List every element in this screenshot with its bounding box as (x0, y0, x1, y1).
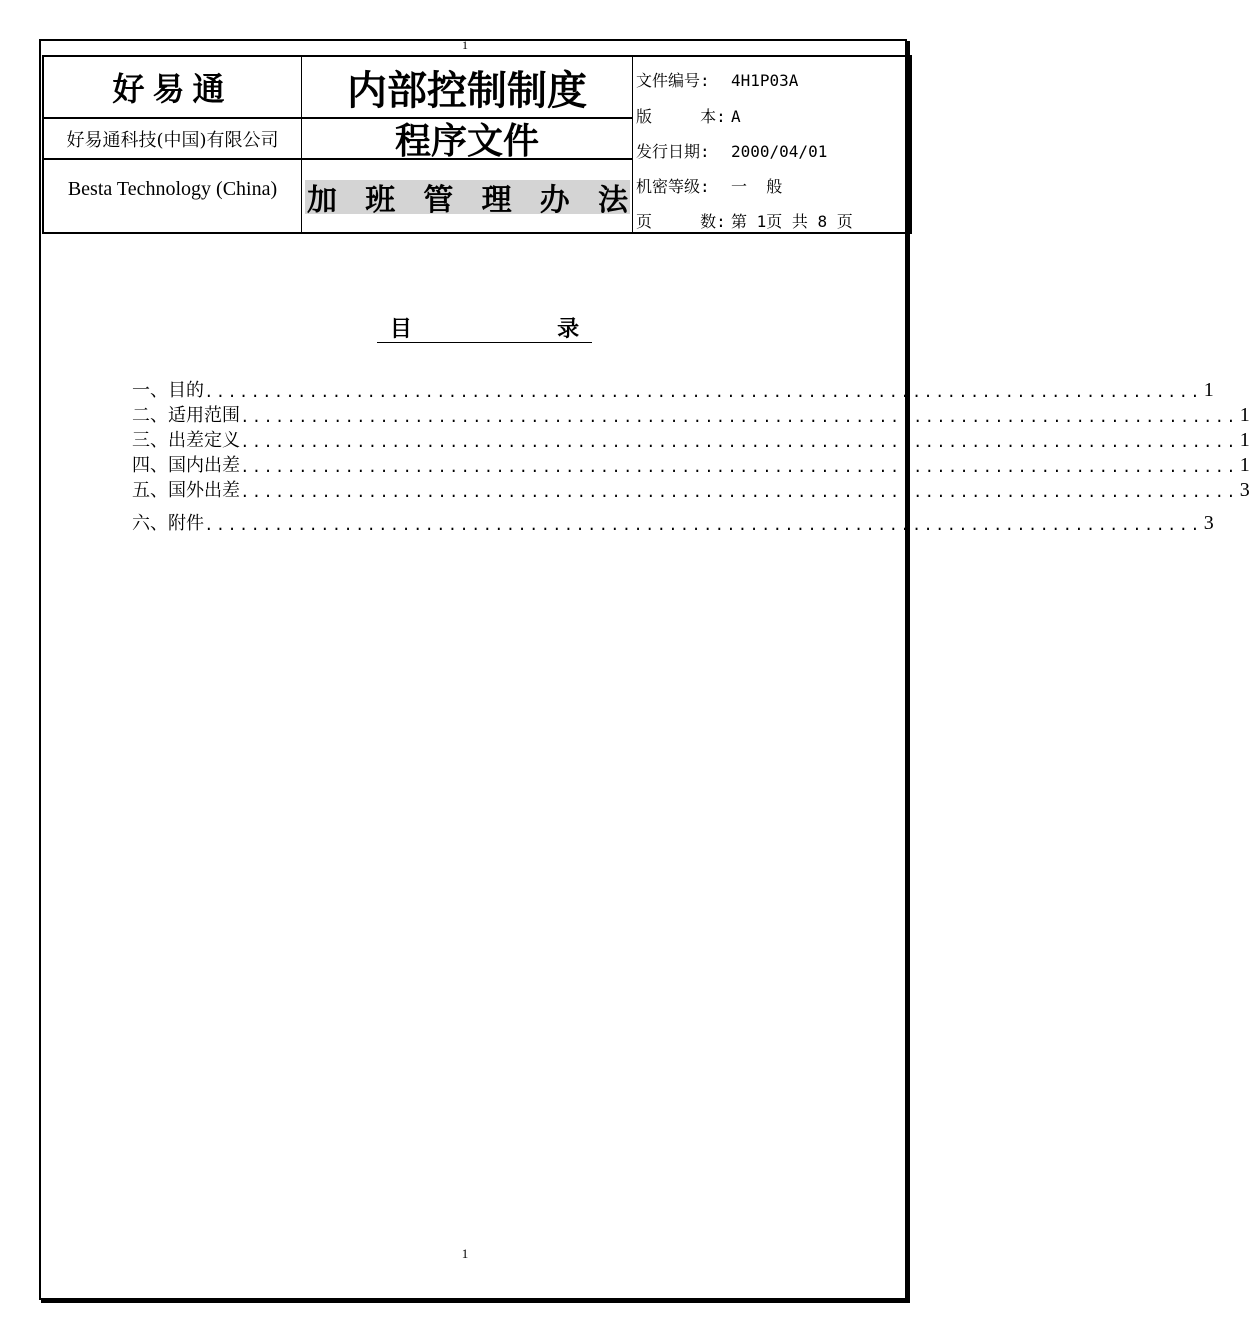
toc-item-label: 四、国内出差 (132, 455, 240, 476)
doc-title-char: 加 (307, 183, 337, 218)
doc-title-char: 班 (365, 183, 396, 218)
issue-date-value: 2000/04/01 (731, 142, 828, 161)
toc-leader: ...................................................................................... (204, 384, 1202, 402)
doc-title (305, 180, 630, 218)
doc-type: 程序文件 (301, 118, 633, 159)
toc-leader: ...................................................................................... (240, 409, 1238, 427)
toc-item-label: 五、国外出差 (132, 480, 240, 501)
toc-item[interactable] (132, 378, 1214, 402)
version-value: A (731, 107, 741, 126)
toc-item-label: 二、适用范围 (132, 405, 240, 426)
toc-item-page: 1 (1239, 454, 1250, 476)
footer-page-number: 1 (461, 1246, 469, 1261)
doc-number-value: 4H1P03A (731, 71, 799, 90)
doc-title-cell (301, 159, 633, 234)
doc-title-char: 理 (481, 183, 512, 218)
toc-title-left: 目 (389, 316, 412, 342)
toc-leader: ...................................................................................... (204, 517, 1202, 535)
version-row (636, 104, 741, 127)
header-page-number: 1 (462, 38, 468, 52)
toc-leader: ...................................................................................... (240, 484, 1238, 502)
version-label: 版 本: (636, 107, 726, 126)
toc-item-label: 六、附件 (132, 513, 204, 534)
doc-category: 内部控制制度 (301, 55, 633, 118)
security-level-row (636, 174, 782, 197)
toc-item[interactable] (132, 403, 1250, 427)
doc-number-label: 文件编号: (636, 71, 710, 90)
toc-item-page: 3 (1203, 512, 1214, 534)
toc-item-page: 1 (1239, 429, 1250, 451)
toc-item[interactable] (132, 511, 1214, 535)
page-count-row (636, 209, 853, 232)
toc-item-page: 1 (1239, 404, 1250, 426)
company-name: 好易通 (42, 55, 302, 118)
page-count-value: 第 1页 共 8 页 (731, 212, 853, 231)
company-name-english: Besta Technology (China) (42, 159, 302, 234)
toc-item[interactable] (132, 453, 1250, 477)
doc-title-char: 办 (539, 183, 570, 218)
doc-title-char: 法 (597, 183, 628, 218)
toc-item-page: 1 (1203, 379, 1214, 401)
toc-title-right: 录 (557, 316, 580, 342)
toc-title (377, 312, 592, 343)
toc-leader: ...................................................................................... (240, 459, 1238, 477)
issue-date-row (636, 139, 827, 162)
toc-item[interactable] (132, 478, 1250, 502)
page-shadow-bottom (41, 1300, 910, 1303)
doc-info-cell (632, 55, 912, 234)
toc-item-label: 一、目的 (132, 380, 204, 401)
page-count-label: 页 数: (636, 212, 726, 231)
toc-item[interactable] (132, 428, 1250, 452)
toc-item-page: 3 (1239, 479, 1250, 501)
issue-date-label: 发行日期: (636, 142, 710, 161)
doc-title-char: 管 (423, 183, 454, 218)
toc-item-label: 三、出差定义 (132, 430, 240, 451)
company-name-full: 好易通科技(中国)有限公司 (42, 118, 302, 159)
security-level-value: 一 般 (731, 177, 783, 196)
doc-number-row (636, 68, 798, 91)
security-level-label: 机密等级: (636, 177, 710, 196)
toc-leader: ...................................................................................... (240, 434, 1238, 452)
document-header-table (42, 55, 912, 234)
